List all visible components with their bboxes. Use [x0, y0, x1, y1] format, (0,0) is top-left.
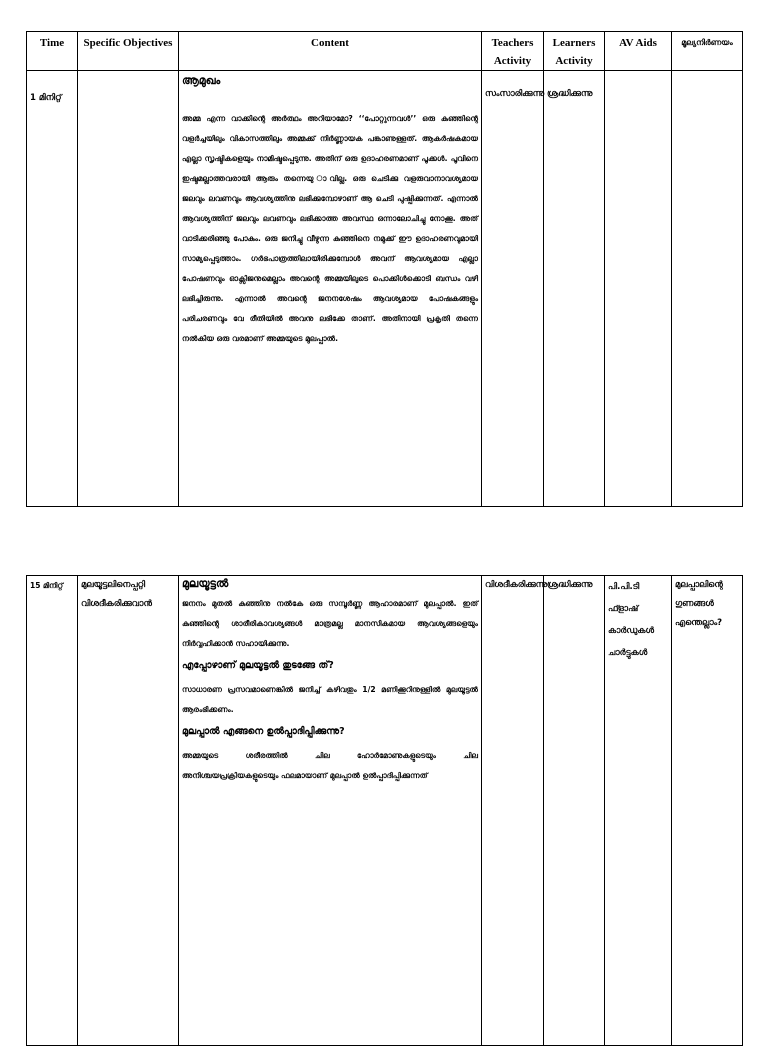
evaluation-cell: മുലപ്പാലിന്റെ ഗുണങ്ങൾ എന്തെല്ലാം?	[672, 576, 743, 1046]
learners-activity-header: Learners Activity	[544, 32, 605, 71]
table-row	[27, 71, 743, 507]
evaluation-header: മൂല്യനിർണയം	[672, 32, 743, 71]
teachers-activity-header: Teachers Activity	[482, 32, 544, 71]
table-row	[27, 576, 743, 1046]
question-heading: എപ്പോഴാണ് മുലയൂട്ടൽ തുടങ്ങേ ത്?	[182, 660, 334, 671]
lesson-plan-table-breastfeeding	[26, 575, 743, 1046]
learners-activity-cell: ശ്രദ്ധിക്കുന്നു	[544, 576, 605, 1046]
content-cell	[179, 71, 482, 507]
av-aids-cell	[605, 71, 672, 507]
time-header: Time	[27, 32, 78, 71]
objectives-header: Specific Objectives	[78, 32, 179, 71]
section-heading: ആമുഖം	[182, 74, 221, 87]
section-heading: മുലയൂട്ടൽ	[182, 577, 229, 590]
objectives-cell	[78, 71, 179, 507]
content-paragraph: സാധാരണ പ്രസവമാണെങ്കിൽ ജനിച്ച് കഴിവതും 1/2 മണിക്കൂറിനുള്ളിൽ മുലയൂട്ടൽ ആരംഭിക്കണം.	[182, 685, 478, 714]
time-cell: 1 മിനിറ്റ്	[27, 71, 78, 507]
content-paragraph: അമ്മയുടെ ശരീരത്തിൽ ചില ഹോർമോണുകളുടെയും ചില അനിശ്ചയപ്രക്രിയകളുടെയും ഫലമായാണ് മുലപ്പാൽ ഉൽപ്പാദിപ്പിക്കുന്നത്	[182, 751, 478, 780]
av-aids-cell: പി.പി.ടി ഫ്ളാഷ് കാർഡുകൾ ചാർട്ടുകൾ	[605, 576, 672, 1046]
lesson-plan-table-intro	[26, 31, 743, 507]
teachers-activity-cell: സംസാരിക്കുന്നു	[482, 71, 544, 507]
question-heading: മുലപ്പാൽ എങ്ങനെ ഉൽപ്പാദിപ്പിക്കുന്നു?	[182, 726, 345, 737]
content-cell	[179, 576, 482, 1046]
learners-activity-cell: ശ്രദ്ധിക്കുന്നു	[544, 71, 605, 507]
evaluation-cell	[672, 71, 743, 507]
objectives-cell: മുലയൂട്ടലിനെപ്പറ്റി വിശദീകരിക്കുവാൻ	[78, 576, 179, 1046]
teachers-activity-cell: വിശദീകരിക്കുന്നു	[482, 576, 544, 1046]
av-aids-header: AV Aids	[605, 32, 672, 71]
content-paragraph: അമ്മ എന്ന വാക്കിന്റെ അർത്ഥം അറിയാമോ? ‘‘പോറ്റുന്നവൾ’’ ഒരു കുഞ്ഞിന്റെ വളർച്ചയിലും വികാസത്തിലും അമ്മക്ക് നിർണ്ണായക പങ്കാണുള്ളത്. ആകർഷകമായ എല്ലാ സൃഷ്ടികളെയും നാമിഷ്ടപ്പെടുന്നു. അതിന് ഒരു ഉദാഹരണമാണ് പൂക്കൾ. പൂവിനെ ഇഷ്ടമല്ലാത്തവരായി ആരും തന്നെയു ാവില്ല. ഒരു ചെടിക്കു വളരുവാനാവശ്യമായ ജലവും ലവണവും ആവശ്യത്തിനു ലഭിക്കുമ്പോഴാണ് ആ ചെടി പുഷ്പിക്കുന്നത്. എന്നാൽ ആവശ്യത്തിന് ജലവും ലവണവും ലഭിക്കാത്ത അവസ്ഥ ഒന്നാലോചിച്ചു നോക്കൂ. അത് വാടിക്കരിഞ്ഞു പോകും. ഒരു ജനിച്ചു വീഴുന്ന കുഞ്ഞിനെ നമുക്ക് ഈ ഉദാഹരണവുമായി സാമ്യപ്പെടുത്താം. ഗർഭപാത്രത്തിലായിരിക്കുമ്പോൾ അവന് ആവശ്യമായ എല്ലാ പോഷണവും ഓക്സിജനുമെല്ലാം അവന്റെ അമ്മയിലുടെ പൊക്കിൾക്കൊടി ബന്ധം വഴി ലഭിച്ചിരുന്നു. എന്നാൽ അവന്റെ ജനനശേഷം ആവശ്യമായ പോഷകങ്ങളും പരിചരണവും വേ രീതിയിൽ അവനു ലഭിക്കേ താണ്. അതിനായി പ്രകൃതി തന്നെ നൽകിയ ഒരു വരമാണ് അമ്മയുടെ മുലപ്പാൽ.	[182, 114, 478, 343]
content-header: Content	[179, 32, 482, 71]
content-paragraph: ജനനം മുതൽ കുഞ്ഞിനു നൽകേ ഒരു സമ്പൂർണ്ണ ആഹാരമാണ് മുലപ്പാൽ. ഇത് കുഞ്ഞിന്റെ ശാരീരികാവശ്യങ്ങൾ മാത്രമല്ല മാനസികമായ ആവശ്യങ്ങളെയും നിർവ്വഹിക്കാൻ സഹായിക്കുന്നു.	[182, 599, 478, 648]
time-cell: 15 മിനിറ്റ്	[27, 576, 78, 1046]
table-header-row	[27, 32, 743, 71]
